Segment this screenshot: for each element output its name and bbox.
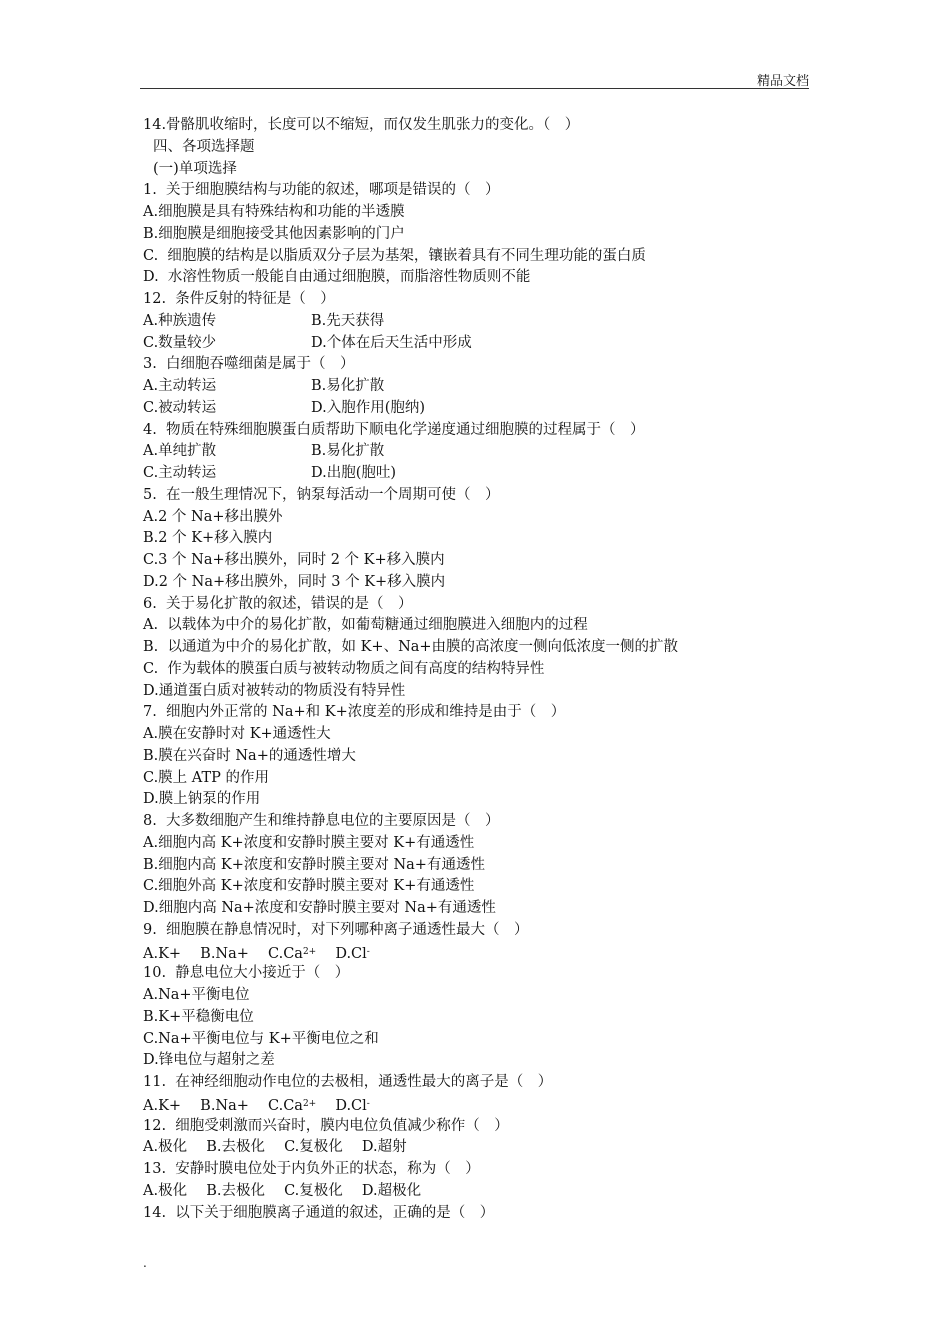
option-line: C.细胞外高 K+浓度和安静时膜主要对 K+有通透性 <box>143 878 475 895</box>
question-7: 7. 细胞内外正常的 Na+和 K+浓度差的形成和维持是由于（ ） <box>143 704 566 721</box>
option-line: B.细胞内高 K+浓度和安静时膜主要对 Na+有通透性 <box>143 856 485 873</box>
option: C.被动转运 <box>143 399 217 416</box>
section-heading: 四、各项选择题 <box>153 138 255 155</box>
question-10: 10. 静息电位大小接近于（ ） <box>143 965 350 982</box>
option-line: A.Na+平衡电位 <box>143 987 250 1003</box>
option-line: C.Na+平衡电位与 K+平衡电位之和 <box>143 1030 379 1047</box>
option-line: A. 以载体为中介的易化扩散，如葡萄糖通过细胞膜进入细胞内的过程 <box>143 617 588 634</box>
option-text: D.Cl <box>316 945 367 962</box>
option-text: A.K+ B.Na+ C.Ca <box>143 945 303 962</box>
document-body <box>143 115 823 1224</box>
option-line: D.2 个 Na+移出膜外，同时 3 个 K+移入膜内 <box>143 573 446 590</box>
option-line: D. 水溶性物质一般能自由通过细胞膜，而脂溶性物质则不能 <box>143 269 531 286</box>
option: A.主动转运 <box>143 378 217 394</box>
option-line: A.极化 B.去极化 C.复极化 D.超射 <box>143 1139 407 1156</box>
question-6: 6. 关于易化扩散的叙述，错误的是（ ） <box>143 595 413 612</box>
option: A.种族遗传 <box>143 312 217 329</box>
question-3: 3. 白细胞吞噬细菌是属于（ ） <box>143 356 355 373</box>
option: D.入胞作用(胞纳) <box>311 399 426 416</box>
option: C.数量较少 <box>143 334 217 351</box>
header-label: 精品文档 <box>756 74 809 89</box>
question-12a: 12. 条件反射的特征是（ ） <box>143 291 335 307</box>
question-4: 4. 物质在特殊细胞膜蛋白质帮助下顺电化学递度通过细胞膜的过程属于（ ） <box>143 421 645 438</box>
option-text: A.K+ B.Na+ C.Ca <box>143 1097 303 1114</box>
option-line: B.2 个 K+移入膜内 <box>143 530 273 547</box>
option-row <box>143 398 823 420</box>
question-8: 8. 大多数细胞产生和维持静息电位的主要原因是（ ） <box>143 813 500 829</box>
superscript: - <box>366 1098 370 1109</box>
question-9: 9. 细胞膜在静息情况时，对下列哪种离子通透性最大（ ） <box>143 921 529 938</box>
option: B.易化扩散 <box>311 378 385 394</box>
option-text: D.Cl <box>316 1097 367 1114</box>
option-row <box>143 441 823 463</box>
option-row <box>143 311 823 333</box>
option-line: A.极化 B.去极化 C.复极化 D.超极化 <box>143 1182 422 1199</box>
question-14: 14. 以下关于细胞膜离子通道的叙述，正确的是（ ） <box>143 1204 495 1221</box>
option-line: A.膜在安静时对 K+通透性大 <box>143 726 331 742</box>
option-line: D.膜上钠泵的作用 <box>143 791 261 808</box>
superscript: 2+ <box>302 1098 317 1109</box>
option: D.个体在后天生活中形成 <box>311 334 472 351</box>
question-5: 5. 在一般生理情况下，钠泵每活动一个周期可使（ ） <box>143 486 500 503</box>
option-row <box>143 376 823 398</box>
superscript: - <box>366 946 370 957</box>
option-line: C.膜上 ATP 的作用 <box>143 769 270 786</box>
option: C.主动转运 <box>143 465 217 481</box>
option-line: D.细胞内高 Na+浓度和安静时膜主要对 Na+有通透性 <box>143 900 496 916</box>
question-12b: 12. 细胞受刺激而兴奋时，膜内电位负值减少称作（ ） <box>143 1117 509 1134</box>
option: B.先天获得 <box>311 312 385 329</box>
option-line: B.细胞膜是细胞接受其他因素影响的门户 <box>143 225 405 242</box>
option-line: A.2 个 Na+移出膜外 <box>143 508 283 525</box>
option-line: B. 以通道为中介的易化扩散，如 K+、Na+由膜的高浓度一侧向低浓度一侧的扩散 <box>143 639 679 655</box>
option: D.出胞(胞吐) <box>311 465 397 481</box>
option-row <box>143 463 823 485</box>
option-line: C.3 个 Na+移出膜外，同时 2 个 K+移入膜内 <box>143 552 445 568</box>
option-line: C. 作为载体的膜蛋白质与被转动物质之间有高度的结构特异性 <box>143 660 545 677</box>
option-line: B.K+平稳衡电位 <box>143 1008 254 1025</box>
option-line: A.细胞内高 K+浓度和安静时膜主要对 K+有通透性 <box>143 834 475 851</box>
option: A.单纯扩散 <box>143 443 217 460</box>
option-line: A.细胞膜是具有特殊结构和功能的半透膜 <box>143 204 405 220</box>
option-row <box>143 333 823 355</box>
option-line: B.膜在兴奋时 Na+的通透性增大 <box>143 747 356 764</box>
question-13: 13. 安静时膜电位处于内负外正的状态，称为（ ） <box>143 1161 480 1177</box>
superscript: 2+ <box>302 946 317 957</box>
footer-mark: . <box>143 1256 147 1270</box>
option-line <box>143 1094 823 1116</box>
option: B.易化扩散 <box>311 443 385 460</box>
question-1: 1. 关于细胞膜结构与功能的叙述，哪项是错误的（ ） <box>143 182 500 199</box>
option-line: C. 细胞膜的结构是以脂质双分子层为基架，镶嵌着具有不同生理功能的蛋白质 <box>143 247 646 264</box>
subsection-heading: (一)单项选择 <box>153 160 237 177</box>
question-14-true-false: 14.骨骼肌收缩时，长度可以不缩短，而仅发生肌张力的变化。（ ） <box>143 117 580 133</box>
option-line: D.通道蛋白质对被转动的物质没有特异性 <box>143 682 406 699</box>
option-line <box>143 942 823 964</box>
question-11: 11. 在神经细胞动作电位的去极相，通透性最大的离子是（ ） <box>143 1074 553 1090</box>
option-line: D.锋电位与超射之差 <box>143 1052 275 1069</box>
page-header <box>140 66 809 89</box>
